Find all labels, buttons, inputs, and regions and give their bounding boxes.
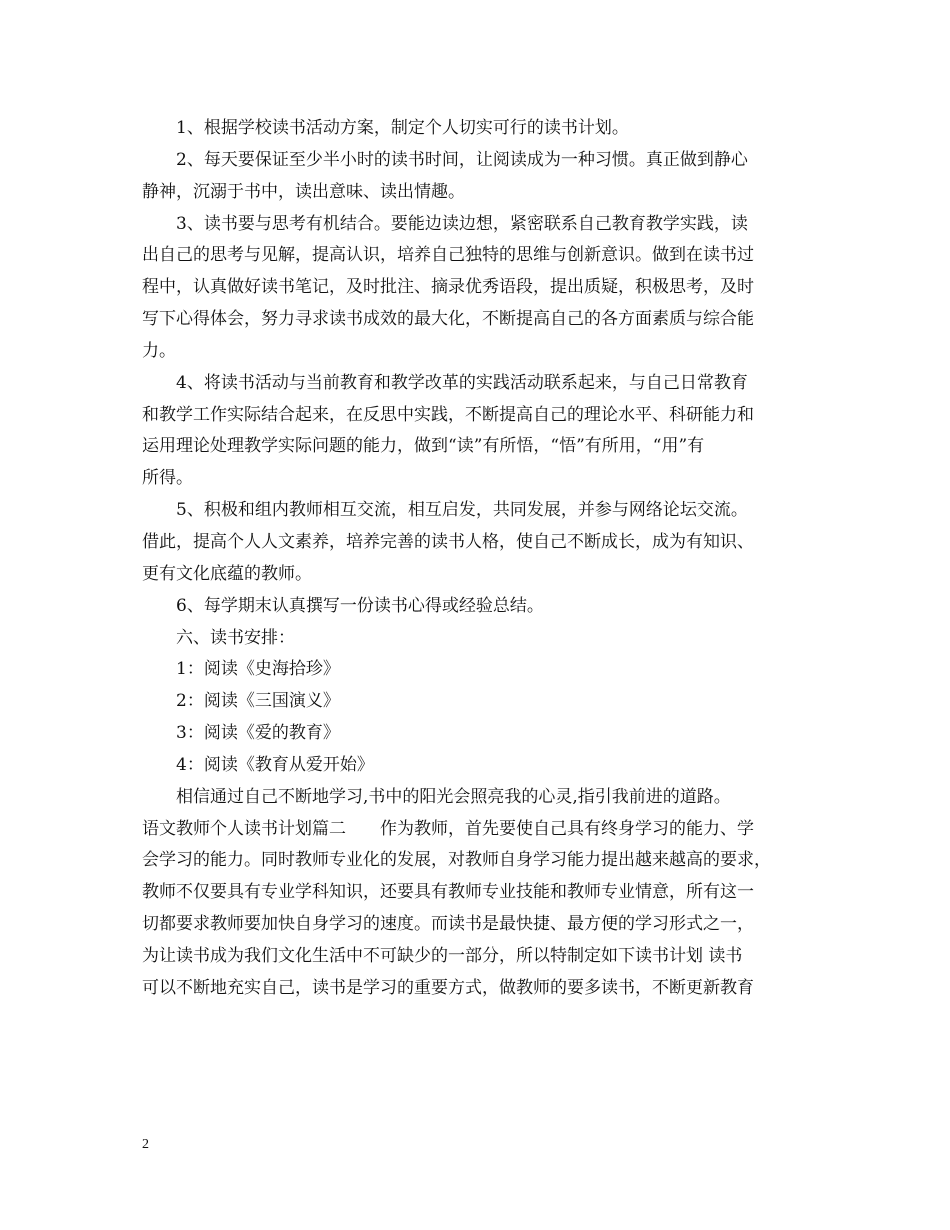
text-line: 2、每天要保证至少半小时的读书时间，让阅读成为一种习惯。真正做到静心: [176, 149, 748, 170]
text-line: 3、读书要与思考有机结合。要能边读边想，紧密联系自己教育教学实践，读: [176, 213, 748, 234]
text-line: 4：阅读《教育从爱开始》: [176, 754, 374, 775]
text-line: 1、根据学校读书活动方案，制定个人切实可行的读书计划。: [176, 118, 629, 138]
text-line: 所得。: [142, 468, 193, 489]
document-body: [142, 113, 832, 1005]
text-line: 语文教师个人读书计划篇二 作为教师，首先要使自己具有终身学习的能力、学: [142, 818, 754, 839]
text-line: 为让读书成为我们文化生活中不可缺少的一部分，所以特制定如下读书计划 读书: [142, 945, 743, 966]
text-line: 1：阅读《史海拾珍》: [176, 659, 340, 680]
text-line: 4、将读书活动与当前教育和教学改革的实践活动联系起来，与自己日常教育: [176, 372, 748, 393]
text-line: 运用理论处理教学实际问题的能力，做到“读”有所悟，“悟”有所用，“用”有: [142, 436, 705, 457]
text-line: 相信通过自己不断地学习,书中的阳光会照亮我的心灵,指引我前进的道路。: [176, 786, 731, 807]
text-line: 力。: [142, 340, 176, 361]
text-line: 3：阅读《爱的教育》: [176, 723, 340, 744]
text-line: 会学习的能力。同时教师专业化的发展，对教师自身学习能力提出越来越高的要求，: [142, 850, 771, 871]
text-line: 更有文化底蕴的教师。: [142, 563, 312, 584]
text-line: 借此，提高个人人文素养，培养完善的读书人格，使自己不断成长，成为有知识、: [142, 531, 754, 552]
text-line: 写下心得体会，努力寻求读书成效的最大化，不断提高自己的各方面素质与综合能: [142, 309, 754, 330]
text-line: 切都要求教师要加快自身学习的速度。而读书是最快捷、最方便的学习形式之一，: [142, 914, 754, 935]
text-line: 和教学工作实际结合起来，在反思中实践，不断提高自己的理论水平、科研能力和: [142, 404, 754, 425]
text-line: 教师不仅要具有专业学科知识，还要具有教师专业技能和教师专业情意，所有这一: [142, 882, 754, 903]
text-line: 5、积极和组内教师相互交流，相互启发，共同发展，并参与网络论坛交流。: [176, 500, 748, 521]
text-line: 六、读书安排：: [176, 627, 295, 648]
text-line: 6、每学期末认真撰写一份读书心得或经验总结。: [176, 595, 544, 616]
text-line: 静神，沉溺于书中，读出意味、读出情趣。: [142, 181, 465, 202]
text-line: 2：阅读《三国演义》: [176, 691, 340, 712]
page-number: 2: [142, 1137, 149, 1152]
text-line: 程中，认真做好读书笔记，及时批注、摘录优秀语段，提出质疑，积极思考，及时: [142, 277, 754, 298]
text-line: 可以不断地充实自己，读书是学习的重要方式，做教师的要多读书，不断更新教育: [142, 977, 754, 998]
text-line: 出自己的思考与见解，提高认识，培养自己独特的思维与创新意识。做到在读书过: [142, 245, 754, 266]
